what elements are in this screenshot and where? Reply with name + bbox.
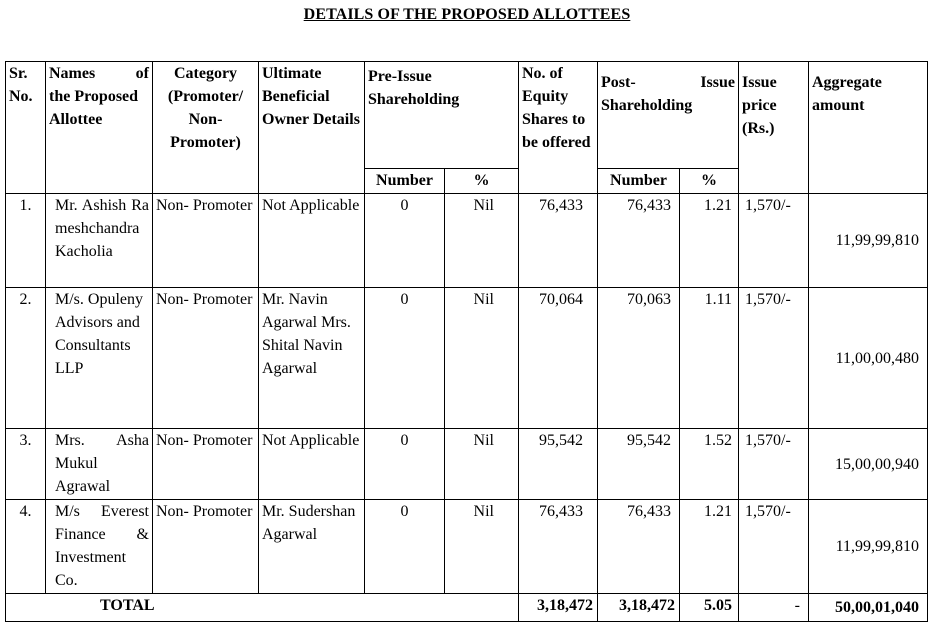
cell-issue-price: 1,570/- (739, 500, 809, 594)
cell-post-number: 76,433 (598, 194, 680, 288)
header-post-issue (598, 62, 739, 169)
cell-ubo: Mr. Navin Agarwal Mrs. Shital Navin Agarwal (259, 288, 365, 429)
cell-name: Mrs. Asha Mukul Agrawal (46, 429, 153, 500)
cell-pre-percent: Nil (445, 429, 519, 500)
cell-post-percent: 1.21 (680, 500, 739, 594)
cell-name: Mr. Ashish Rameshchandra Kacholia (46, 194, 153, 288)
header-pre-number: Number (365, 169, 445, 194)
header-post-number: Number (598, 169, 680, 194)
cell-sr: 3. (6, 429, 46, 500)
document-title: DETAILS OF THE PROPOSED ALLOTTEES (303, 6, 631, 23)
cell-ubo: Not Applicable (259, 429, 365, 500)
cell-shares-offered: 76,433 (519, 500, 598, 594)
cell-ubo: Mr. Sudershan Agarwal (259, 500, 365, 594)
table-row (6, 429, 928, 500)
header-pre-issue: Pre-Issue Shareholding (365, 62, 519, 169)
cell-post-percent: 1.52 (680, 429, 739, 500)
cell-post-number: 95,542 (598, 429, 680, 500)
cell-sr: 4. (6, 500, 46, 594)
table-header-row (6, 62, 928, 169)
cell-post-percent: 1.21 (680, 194, 739, 288)
cell-pre-number: 0 (365, 500, 445, 594)
header-of-word: of (135, 65, 149, 82)
total-aggregate: 50,00,01,040 (809, 594, 928, 622)
header-names-word: Names (49, 65, 96, 82)
cell-aggregate: 11,99,99,810 (809, 500, 928, 594)
cell-category: Non- Promoter (153, 288, 259, 429)
cell-aggregate: 11,00,00,480 (809, 288, 928, 429)
header-pre-percent: % (445, 169, 519, 194)
cell-pre-percent: Nil (445, 194, 519, 288)
cell-pre-percent: Nil (445, 500, 519, 594)
cell-name: M/s Everest Finance & Investment Co. (46, 500, 153, 594)
header-names-rest: the Proposed Allottee (49, 88, 139, 128)
cell-post-number: 70,063 (598, 288, 680, 429)
cell-pre-percent: Nil (445, 288, 519, 429)
header-ubo: Ultimate Beneficial Owner Details (259, 62, 365, 194)
cell-category: Non- Promoter (153, 429, 259, 500)
total-post-percent: 5.05 (680, 594, 739, 622)
cell-issue-price: 1,570/- (739, 194, 809, 288)
cell-aggregate: 11,99,99,810 (809, 194, 928, 288)
cell-pre-number: 0 (365, 194, 445, 288)
header-allottee-name (46, 62, 153, 194)
cell-pre-number: 0 (365, 429, 445, 500)
table-row (6, 288, 928, 429)
cell-shares-offered: 76,433 (519, 194, 598, 288)
cell-name: M/s. Opuleny Advisors and Consultants LLP (46, 288, 153, 429)
cell-sr: 1. (6, 194, 46, 288)
header-equity-shares: No. of Equity Shares to be offered (519, 62, 598, 194)
cell-issue-price: 1,570/- (739, 429, 809, 500)
total-label: TOTAL (6, 594, 519, 622)
cell-shares-offered: 70,064 (519, 288, 598, 429)
cell-pre-number: 0 (365, 288, 445, 429)
cell-issue-price: 1,570/- (739, 288, 809, 429)
cell-sr: 2. (6, 288, 46, 429)
header-issue-word: Issue (700, 74, 735, 91)
header-aggregate: Aggregate amount (809, 62, 928, 194)
cell-category: Non- Promoter (153, 194, 259, 288)
header-post-word: Post- (601, 74, 636, 91)
total-shares-offered: 3,18,472 (519, 594, 598, 622)
header-shareholding-word: Shareholding (601, 97, 693, 114)
total-row (6, 594, 928, 622)
header-issue-price: Issue price (Rs.) (739, 62, 809, 194)
cell-shares-offered: 95,542 (519, 429, 598, 500)
header-sr-no: Sr. No. (6, 62, 46, 194)
total-post-number: 3,18,472 (598, 594, 680, 622)
cell-post-number: 76,433 (598, 500, 680, 594)
allottees-table (5, 61, 928, 622)
table-row (6, 194, 928, 288)
table-row (6, 500, 928, 594)
cell-category: Non- Promoter (153, 500, 259, 594)
header-category: Category (Promoter/ Non- Promoter) (153, 62, 259, 194)
cell-ubo: Not Applicable (259, 194, 365, 288)
total-issue-price: - (739, 594, 809, 622)
cell-aggregate: 15,00,00,940 (809, 429, 928, 500)
header-post-percent: % (680, 169, 739, 194)
cell-post-percent: 1.11 (680, 288, 739, 429)
